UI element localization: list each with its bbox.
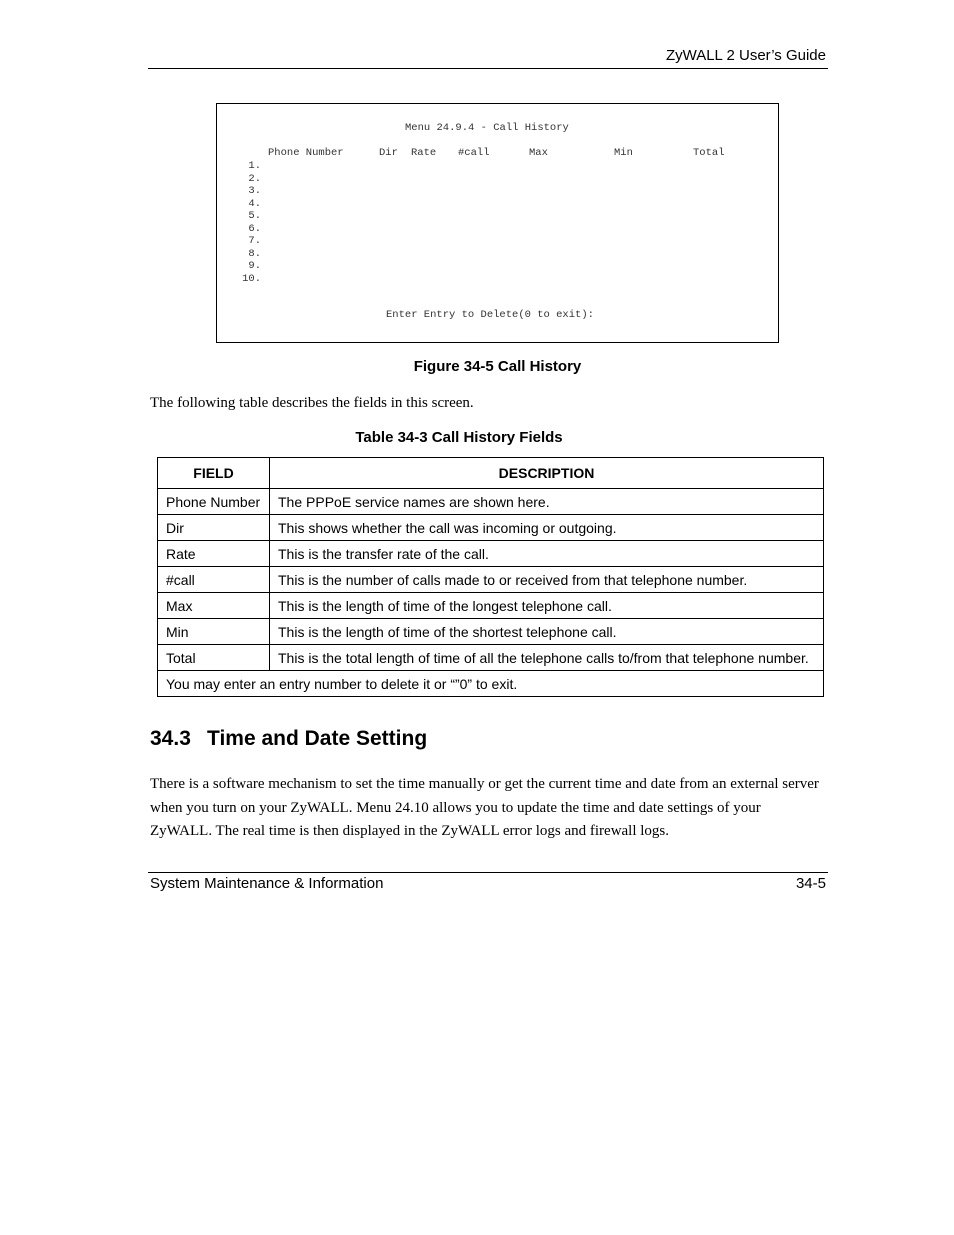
- field-cell: Phone Number: [158, 489, 270, 515]
- table-caption: Table 34-3 Call History Fields: [355, 429, 563, 446]
- col-call: #call: [458, 147, 490, 159]
- col-max: Max: [529, 147, 548, 159]
- footer-rule: [148, 872, 828, 873]
- field-cell: Dir: [158, 515, 270, 541]
- table-row: [158, 567, 824, 593]
- description-cell: This is the length of time of the longest telephone call.: [270, 593, 824, 619]
- header-description: DESCRIPTION: [270, 458, 824, 489]
- screen-title: Menu 24.9.4 - Call History: [405, 122, 569, 134]
- field-cell: Min: [158, 619, 270, 645]
- row-number: 4.: [248, 197, 261, 210]
- figure-caption: Figure 34-5 Call History: [413, 358, 582, 375]
- row-number: 2.: [248, 172, 261, 185]
- header-rule: [148, 68, 828, 69]
- field-cell: Total: [158, 645, 270, 671]
- description-cell: This shows whether the call was incoming or outgoing.: [270, 515, 824, 541]
- row-number: 1.: [248, 160, 261, 172]
- table-footer-note: You may enter an entry number to delete it or “”0” to exit.: [158, 671, 824, 697]
- section-heading: [150, 727, 427, 751]
- col-total: Total: [693, 147, 725, 159]
- row-number: 10.: [242, 272, 261, 285]
- row-number: 7.: [248, 235, 261, 247]
- table-row: [158, 619, 824, 645]
- footer-chapter: System Maintenance & Information: [150, 875, 384, 892]
- row-number: 9.: [248, 260, 261, 272]
- description-cell: This is the total length of time of all the telephone calls to/from that telephone number.: [270, 645, 824, 671]
- description-cell: This is the length of time of the shortest telephone call.: [270, 619, 824, 645]
- col-rate: Rate: [411, 147, 437, 159]
- col-phone-number: Phone Number: [268, 147, 344, 159]
- header-field: FIELD: [158, 458, 270, 489]
- section-title: Time and Date Setting: [207, 727, 428, 750]
- page-header-title: ZyWALL 2 User’s Guide: [665, 47, 826, 64]
- row-number: 6.: [248, 222, 261, 235]
- section-body: There is a software mechanism to set the time manually or get the current time and date from an external server when you turn on your ZyWALL. Menu 24.10 allows you to update the time and date settings of your ZyWALL. The real time is then displayed in the ZyWALL error logs and firewall logs.: [150, 776, 819, 839]
- screen-prompt: Enter Entry to Delete(0 to exit):: [386, 309, 594, 321]
- row-number: 8.: [248, 247, 261, 260]
- col-dir: Dir: [379, 147, 398, 159]
- field-cell: Rate: [158, 541, 270, 567]
- call-history-fields-table: [157, 457, 824, 697]
- table-row: [158, 593, 824, 619]
- col-min: Min: [614, 147, 633, 159]
- field-cell: Max: [158, 593, 270, 619]
- footer-page-number: 34-5: [795, 875, 826, 892]
- table-footer-row: [158, 671, 824, 697]
- field-cell: #call: [158, 567, 270, 593]
- description-cell: This is the number of calls made to or received from that telephone number.: [270, 567, 824, 593]
- row-number: 3.: [248, 185, 261, 197]
- section-number: 34.3: [150, 727, 191, 750]
- row-number: 5.: [248, 210, 261, 222]
- description-cell: The PPPoE service names are shown here.: [270, 489, 824, 515]
- table-header-row: [158, 458, 824, 489]
- table-row: [158, 645, 824, 671]
- table-row: [158, 489, 824, 515]
- call-history-screen: [216, 103, 779, 343]
- intro-text: The following table describes the fields in this screen.: [150, 395, 474, 411]
- table-row: [158, 515, 824, 541]
- table-row: [158, 541, 824, 567]
- description-cell: This is the transfer rate of the call.: [270, 541, 824, 567]
